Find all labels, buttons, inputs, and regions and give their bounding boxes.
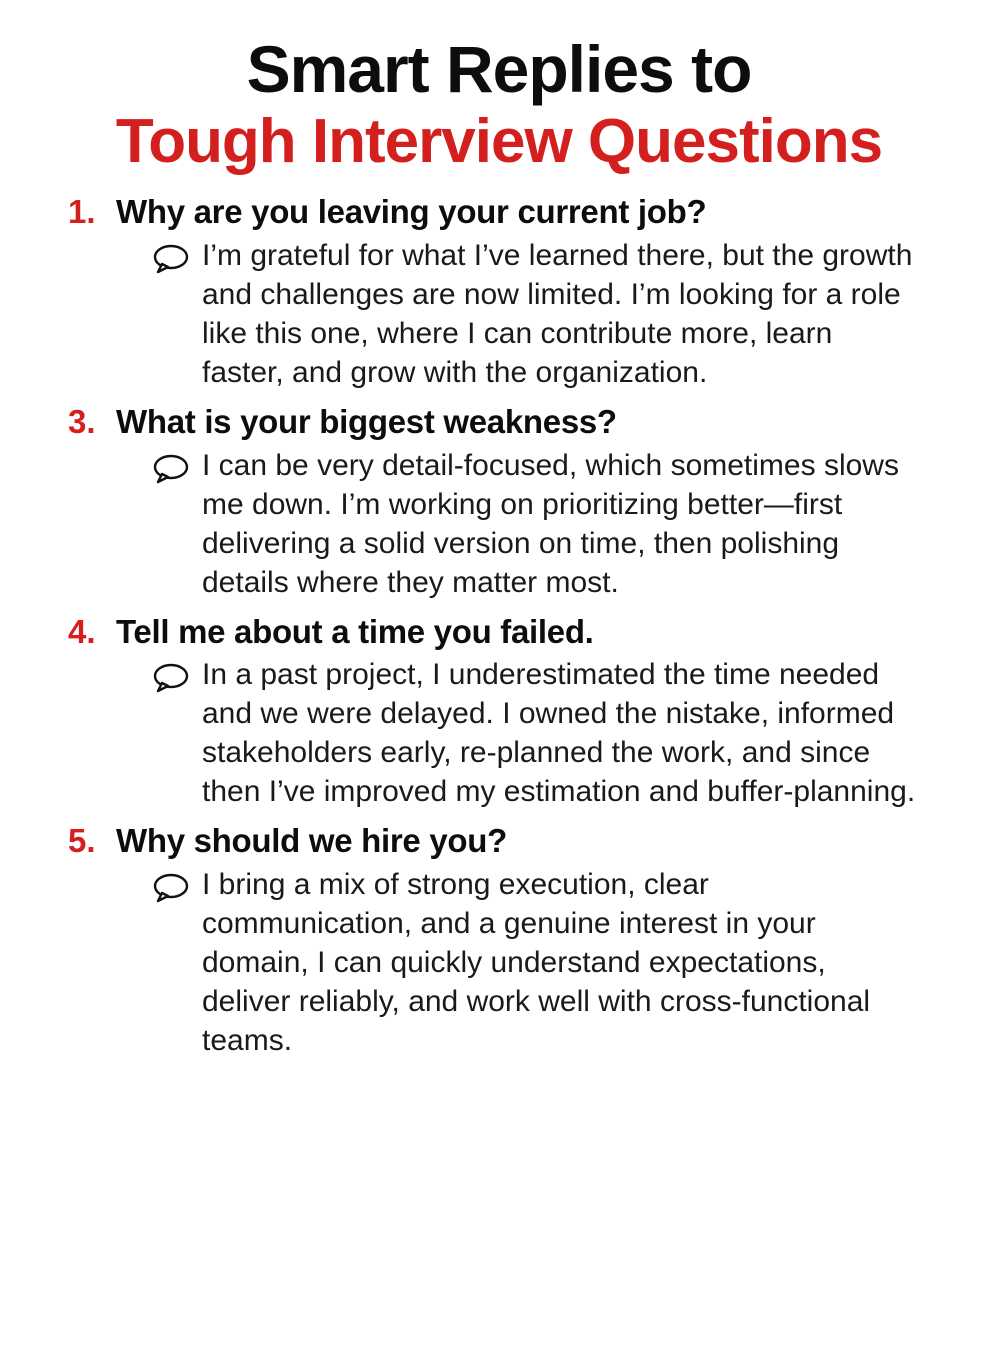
question-row: [40, 821, 958, 861]
qa-list: [40, 192, 958, 1059]
question-row: [40, 402, 958, 442]
question-number: 3.: [68, 403, 96, 440]
answer-text: I bring a mix of strong execution, clear communication, and a genuine interest in your domain, I can quickly understand expectations, deliver reliably, and work well with cross-functional teams.: [202, 867, 871, 1057]
qa-item: [40, 402, 958, 602]
speech-bubble-icon: [152, 873, 190, 908]
qa-item: [40, 192, 958, 392]
answer-row: [40, 446, 958, 602]
question-number: 1.: [68, 193, 96, 231]
answer-row: [40, 655, 958, 811]
question-text: What is your biggest weakness?: [116, 403, 617, 440]
answer-text: In a past project, I underestimated the time needed and we were delayed. I owned the nistake, informed stakeholders early, re-planned the work, and since then I’ve improved my estimation and buffer-planning.: [202, 658, 916, 809]
question-number: 5.: [68, 822, 96, 860]
speech-bubble-icon: [152, 244, 190, 279]
answer-text: I can be very detail-focused, which sometimes slows me down. I’m working on prioritizing better—first delivering a solid version on time, then polishing details where they matter most.: [202, 448, 899, 599]
question-text: Tell me about a time you failed.: [116, 612, 594, 650]
answer-row: [40, 236, 958, 392]
answer-row: [40, 865, 958, 1060]
title-line-accent: Tough Interview Questions: [115, 107, 883, 177]
question-text: Why should we hire you?: [116, 822, 507, 860]
qa-item: [40, 821, 958, 1060]
title-line-primary: Smart Replies to: [246, 32, 752, 106]
question-number: 4.: [68, 612, 96, 650]
speech-bubble-icon: [152, 454, 190, 489]
page-title: [40, 32, 958, 177]
speech-bubble-icon: [152, 663, 190, 698]
question-text: Why are you leaving your current job?: [116, 193, 707, 231]
question-row: [40, 192, 958, 232]
question-row: [40, 612, 958, 652]
qa-item: [40, 612, 958, 812]
answer-text: I’m grateful for what I’ve learned there, but the growth and challenges are now limited. I’m looking for a role like this one, where I can contribute more, learn faster, and grow with the organization.: [202, 239, 913, 389]
